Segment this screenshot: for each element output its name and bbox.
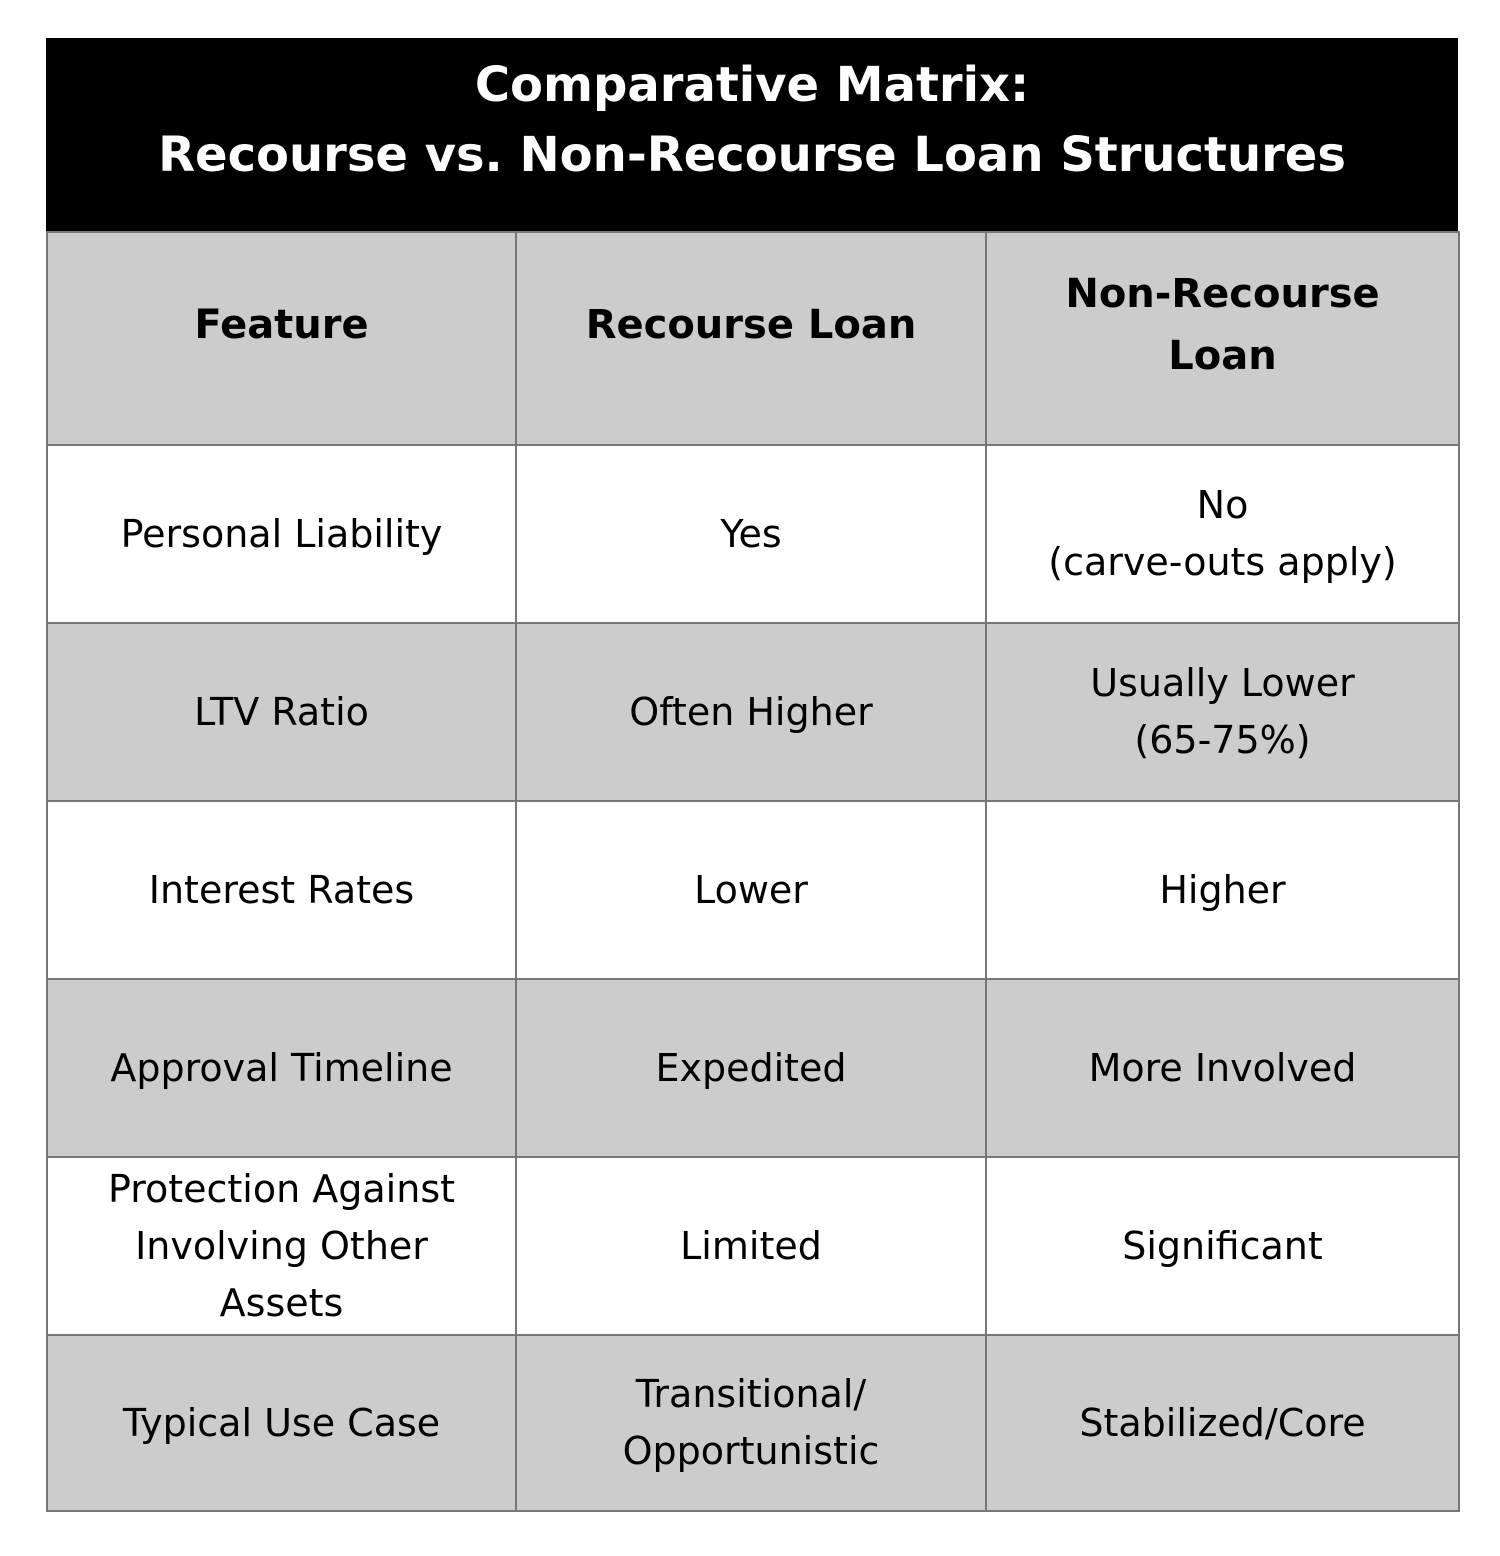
cell-line: Usually Lower xyxy=(1090,661,1355,705)
feature-cell xyxy=(47,445,516,623)
cell-line: Involving Other xyxy=(135,1223,428,1268)
table-row xyxy=(47,979,1459,1157)
non-recourse-cell xyxy=(986,1335,1459,1511)
non-recourse-cell xyxy=(986,801,1459,979)
recourse-cell xyxy=(516,1157,986,1335)
cell-line: (carve-outs apply) xyxy=(1048,540,1397,584)
feature-cell xyxy=(47,1335,516,1511)
feature-cell xyxy=(47,1157,516,1335)
cell-line: Limited xyxy=(680,1223,822,1268)
table-row xyxy=(47,801,1459,979)
cell-line: Often Higher xyxy=(629,689,873,734)
recourse-cell xyxy=(516,801,986,979)
non-recourse-cell xyxy=(986,979,1459,1157)
cell-line: No xyxy=(1196,483,1249,527)
recourse-cell xyxy=(516,623,986,801)
header-row xyxy=(47,232,1459,445)
table-row xyxy=(47,1157,1459,1335)
matrix-body xyxy=(47,445,1459,1511)
table-row xyxy=(47,1335,1459,1511)
cell-line: Transitional/ xyxy=(635,1372,867,1416)
cell-line: Significant xyxy=(1122,1223,1323,1268)
table-row xyxy=(47,445,1459,623)
cell-line: Personal Liability xyxy=(120,511,443,556)
comparison-matrix xyxy=(46,38,1458,1512)
feature-cell xyxy=(47,623,516,801)
recourse-cell xyxy=(516,979,986,1157)
cell-line: Interest Rates xyxy=(148,867,415,912)
feature-cell xyxy=(47,979,516,1157)
cell-line: LTV Ratio xyxy=(194,689,369,734)
non-recourse-cell xyxy=(986,623,1459,801)
cell-line: Protection Against xyxy=(107,1166,456,1211)
header-recourse-loan: Recourse Loan xyxy=(516,232,986,445)
recourse-cell xyxy=(516,445,986,623)
non-recourse-cell xyxy=(986,445,1459,623)
cell-line: Yes xyxy=(720,511,782,556)
title-line-2: Recourse vs. Non-Recourse Loan Structures xyxy=(158,127,1346,183)
cell-line: Assets xyxy=(219,1280,344,1325)
table-row xyxy=(47,623,1459,801)
cell-line: Opportunistic xyxy=(622,1429,880,1473)
header-non-recourse-loan: Non-Recourse Loan xyxy=(986,232,1459,445)
cell-line: More Involved xyxy=(1088,1045,1357,1090)
cell-line: Typical Use Case xyxy=(122,1400,441,1445)
cell-line: Approval Timeline xyxy=(110,1045,453,1090)
matrix-title xyxy=(46,38,1458,231)
header-feature: Feature xyxy=(47,232,516,445)
cell-line: Stabilized/Core xyxy=(1079,1400,1366,1445)
cell-line: Expedited xyxy=(655,1045,847,1090)
title-line-1: Comparative Matrix: xyxy=(474,57,1030,113)
cell-line: Lower xyxy=(694,867,808,912)
cell-line: (65-75%) xyxy=(1134,718,1311,762)
comparison-table xyxy=(46,231,1460,1512)
non-recourse-cell xyxy=(986,1157,1459,1335)
feature-cell xyxy=(47,801,516,979)
cell-line: Higher xyxy=(1159,867,1286,912)
recourse-cell xyxy=(516,1335,986,1511)
